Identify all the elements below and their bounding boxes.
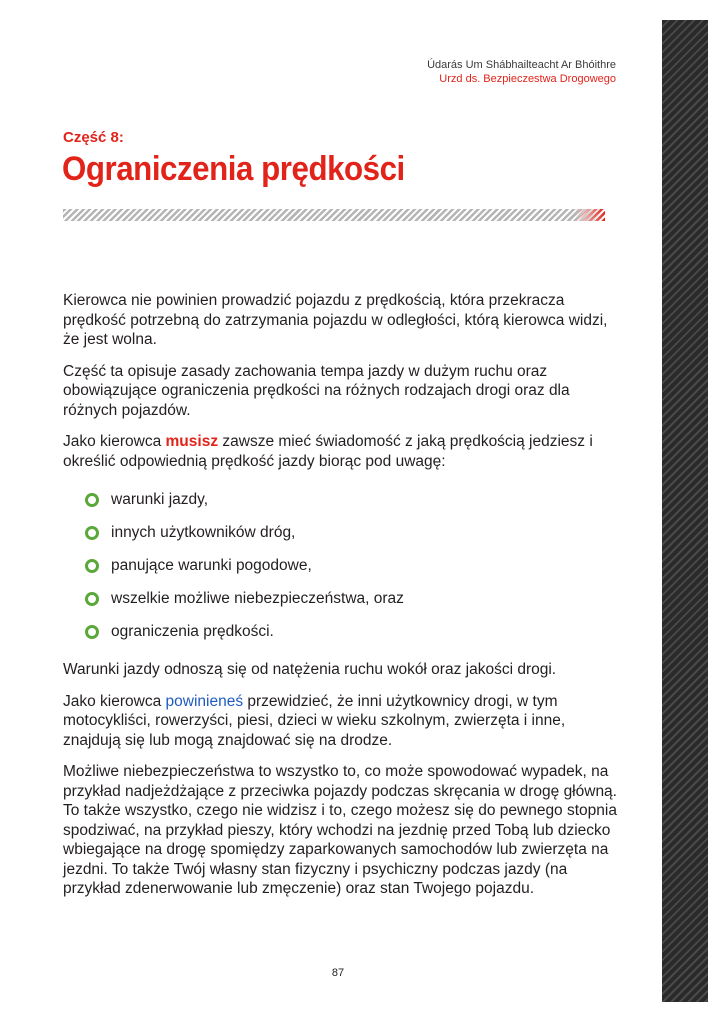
- page-title: Ograniczenia prędkości: [62, 150, 405, 188]
- bullet-circle-icon: [85, 526, 99, 540]
- paragraph-hazards: Możliwe niebezpieczeństwa to wszystko to, co może spowodować wypadek, na przykład nadjeżdżające z przeciwka pojazdy podczas skręcania w drogę główną. To także wszystko, czego nie widzisz i to, czego możesz się do pewnego stopnia spodziwać, na przykład pieszy, który wchodzi na jezdnię przed Tobą lub dziecko wbiegające na drogę spomiędzy zaparkowanych samochodów lub zwierzęta na jezdni. To także Twój własny stan fizyczny i psychiczny podczas jazdy (na przykład zdenerwowanie lub zmęczenie) oraz stan Twojego pojazdu.: [63, 763, 617, 897]
- header-authority-polish: Urzd ds. Bezpieczestwa Drogowego: [439, 73, 616, 85]
- list-item-label: panujące warunki pogodowe,: [111, 556, 312, 574]
- paragraph-intro: Kierowca nie powinien prowadzić pojazdu z prędkością, która przekracza prędkość potrzebną do zatrzymania pojazdu w odległości, którą kierowca widzi, że jest wolna.: [63, 292, 608, 348]
- list-item: [63, 516, 623, 549]
- paragraph-conditions: Warunki jazdy odnoszą się od natężenia ruchu wokół oraz jakości drogi.: [63, 661, 557, 678]
- page-number: 87: [331, 967, 345, 979]
- list-item: [63, 615, 623, 648]
- paragraph-must: [63, 432, 623, 471]
- emphasis-musisz: musisz: [165, 433, 219, 450]
- text-fragment: Jako kierowca: [63, 433, 166, 450]
- bullet-circle-icon: [85, 493, 99, 507]
- list-item: [63, 549, 623, 582]
- page-header: [427, 58, 616, 86]
- considerations-list: [63, 483, 623, 648]
- list-item-label: wszelkie możliwe niebezpieczeństwa, oraz: [111, 589, 404, 607]
- list-item-label: ograniczenia prędkości.: [111, 622, 274, 640]
- text-fragment: zawsze mieć świadomość z jaką prędkością jedziesz i określić odpowiednią prędkość jazdy biorąc pod uwagę:: [63, 433, 593, 470]
- text-fragment: przewidzieć, że inni użytkownicy drogi, w tym motocykliści, rowerzyści, piesi, dzieci w wieku szkolnym, zwierzęta i inne, znajdują się lub mogą znajdować się na drodze.: [63, 692, 566, 749]
- title-divider: [63, 209, 605, 221]
- bullet-circle-icon: [85, 625, 99, 639]
- side-stripe-decoration: [662, 20, 708, 1002]
- list-item: [63, 483, 623, 516]
- text-fragment: Jako kierowca: [63, 692, 166, 710]
- list-item-label: warunki jazdy,: [111, 490, 209, 508]
- bullet-circle-icon: [85, 592, 99, 606]
- header-authority-irish: Údarás Um Shábhailteacht Ar Bhóithre: [427, 59, 616, 71]
- paragraph-scope: Część ta opisuje zasady zachowania tempa jazdy w dużym ruchu oraz obowiązujące ograniczenia prędkości na różnych rodzajach drogi oraz dla różnych pojazdów.: [63, 362, 570, 419]
- body-text: [63, 291, 623, 911]
- list-item-label: innych użytkowników dróg,: [111, 523, 296, 541]
- emphasis-powinienes: powinieneś: [165, 692, 244, 710]
- paragraph-should: [63, 692, 623, 751]
- bullet-circle-icon: [85, 559, 99, 573]
- section-label: Część 8:: [63, 129, 124, 146]
- list-item: [63, 582, 623, 615]
